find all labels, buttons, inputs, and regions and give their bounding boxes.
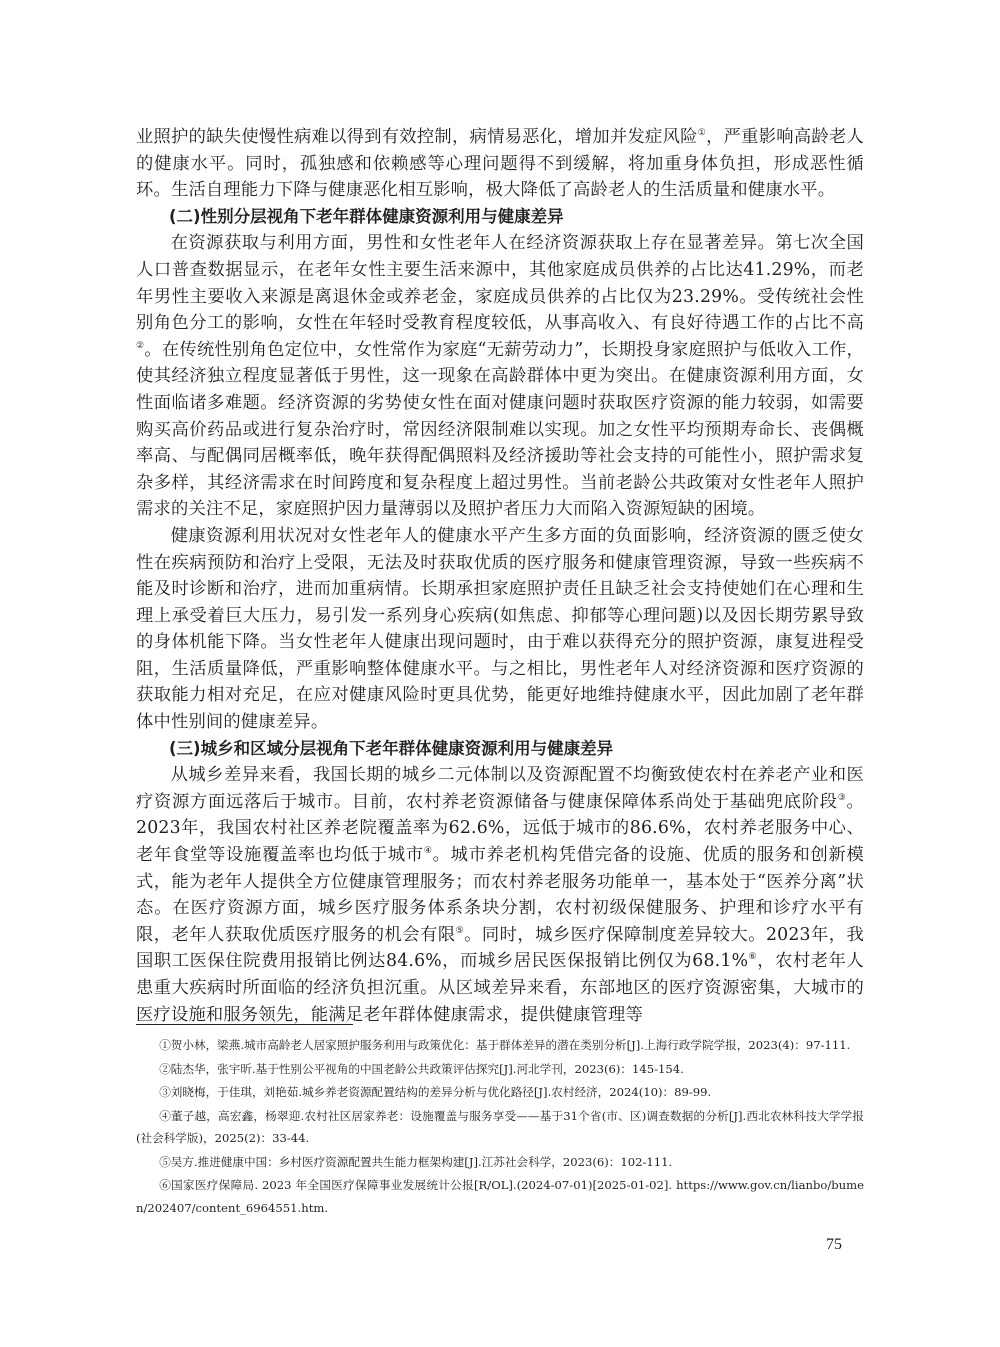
text-run: 。在传统性别角色定位中，女性常作为家庭“无薪劳动力”，长期投身家庭照护与低收入工作，使其经济独立程度显著低于男性，这一现象在高龄群体中更为突出。在健康资源利用方面，女性面临诸多难题。经济资源的劣势使女性在面对健康问题时获取医疗资源的能力较弱，如需要购买高价药品或进行复杂治疗时，常因经济限制难以实现。加之女性平均预期寿命长、丧偶概率高、与配偶同居概率低，晚年获得配偶照料及经济援助等社会支持的可能性小，照护需求复杂多样，其经济需求在时间跨度和复杂程度上超过男性。当前老龄公共政策对女性老年人照护需求的关注不足，家庭照护因力量薄弱以及照护者压力大而陷入资源短缺的困境。 (136, 339, 864, 520)
footnote-ref-2[interactable]: ② (136, 340, 145, 351)
page-number: 75 (826, 1236, 842, 1253)
text-run: 业照护的缺失使慢性病难以得到有效控制，病情易恶化，增加并发症风险 (136, 127, 698, 147)
footnote-ref-4[interactable]: ④ (423, 846, 433, 857)
footnote-5: ⑤吴方.推进健康中国：乡村医疗资源配置共生能力框架构建[J].江苏社会科学，2023(6)：102-111. (159, 1154, 673, 1169)
text-run: ，严重影响高龄老人的健康水平。同时，孤独感和依赖感等心理问题得不到缓解，将加重身体负担，形成恶性循环。生活自理能力下降与健康恶化相互影响，极大降低了高龄老人的生活质量和健康水平。 (136, 127, 864, 201)
text-run: 在资源获取与利用方面，男性和女性老年人在经济资源获取上存在显著差异。第七次全国人口普查数据显示，在老年女性主要生活来源中，其他家庭成员供养的占比达41.29%，而老年男性主要收入来源是离退休金或养老金，家庭成员供养的占比仅为23.29%。受传统社会性别角色分工的影响，女性在年轻时受教育程度较低，从事高收入、有良好待遇工作的占比不高 (136, 233, 864, 334)
text-run: 从城乡差异来看，我国长期的城乡二元体制以及资源配置不均衡致使农村在养老产业和医疗资源方面远落后于城市。目前，农村养老资源储备与健康保障体系尚处于基础兜底阶段 (136, 765, 864, 812)
footnote-ref-5[interactable]: ⑤ (455, 926, 465, 937)
text-run: 。2023年，我国农村社区养老院覆盖率为62.6%，远低于城市的86.6%，农村养老服务中心、老年食堂等设施覆盖率也均低于城市 (136, 791, 864, 866)
footnote-ref-3[interactable]: ③ (837, 793, 847, 804)
text-run: ，农村老年人患重大疾病时所面临的经济负担沉重。从区域差异来看，东部地区的医疗资源密集，大城市的医疗设施和服务领先，能满足老年群体健康需求，提供健康管理等 (136, 951, 864, 1025)
body-text (136, 124, 864, 1028)
text-run: 。城市养老机构凭借完备的设施、优质的服务和创新模式，能为老年人提供全方位健康管理服务；而农村养老服务功能单一，基本处于“医养分离”状态。在医疗资源方面，城乡医疗服务体系条块分割，农村初级保健服务、护理和诊疗水平有限，老年人获取优质医疗服务的机会有限 (136, 845, 864, 945)
paragraph-urban-rural (136, 762, 864, 1028)
footnote-3: ③刘晓梅，于佳琪，刘艳茹.城乡养老资源配置结构的差异分析与优化路径[J].农村经济，2024(10)：89-99. (159, 1085, 712, 1099)
paragraph-gender-health: 健康资源利用状况对女性老年人的健康水平产生多方面的负面影响，经济资源的匮乏使女性在疾病预防和治疗上受限，无法及时获取优质的医疗服务和健康管理资源，导致一些疾病不能及时诊断和治疗，进而加重病情。长期承担家庭照护责任且缺乏社会支持使她们在心理和生理上承受着巨大压力，易引发一系列身心疾病(如焦虑、抑郁等心理问题)以及因长期劳累导致的身体机能下降。当女性老年人健康出现问题时，由于难以获得充分的照护资源，康复进程受阻，生活质量降低，严重影响整体健康水平。与之相比，男性老年人对经济资源和医疗资源的获取能力相对充足，在应对健康风险时更具优势，能更好地维持健康水平，因此加剧了老年群体中性别间的健康差异。 (136, 525, 864, 733)
paragraph-continued (136, 124, 864, 204)
section-heading-3: (三)城乡和区域分层视角下老年群体健康资源利用与健康差异 (169, 738, 614, 758)
footnotes (136, 1034, 864, 1220)
footnote-1: ①贺小林，梁燕.城市高龄老人居家照护服务利用与政策优化：基于群体差异的潜在类别分析[J].上海行政学院学报，2023(4)：97-111. (159, 1038, 851, 1052)
footnote-ref-1[interactable]: ① (697, 128, 707, 139)
paragraph-gender-resources (136, 230, 864, 523)
footnote-4: ④董子越，高宏鑫，杨翠迎.农村社区居家养老：设施覆盖与服务享受——基于31个省(市、区)调查数据的分析[J].西北农林科技大学学报(社会科学版)，2025(2)：33-44. (136, 1108, 864, 1145)
footnote-ref-6[interactable]: ⑥ (748, 952, 758, 963)
section-heading-2: (二)性别分层视角下老年群体健康资源利用与健康差异 (169, 206, 564, 226)
footnote-2: ②陆杰华，张宇昕.基于性别公平视角的中国老龄公共政策评估探究[J].河北学刊，2023(6)：145-154. (159, 1061, 684, 1076)
text-run: 。同时，城乡医疗保障制度差异较大。2023年，我国职工医保住院费用报销比例达84.6%，而城乡居民医保报销比例仅为68.1% (136, 924, 864, 972)
footnote-6[interactable]: ⑥国家医疗保障局. 2023 年全国医疗保障事业发展统计公报[R/OL].(2024-07-01)[2025-01-02]. https://www.gov.cn/lianbo/bumen/202407/content_6964551.htm. (136, 1178, 864, 1215)
footnote-divider (136, 1024, 353, 1025)
